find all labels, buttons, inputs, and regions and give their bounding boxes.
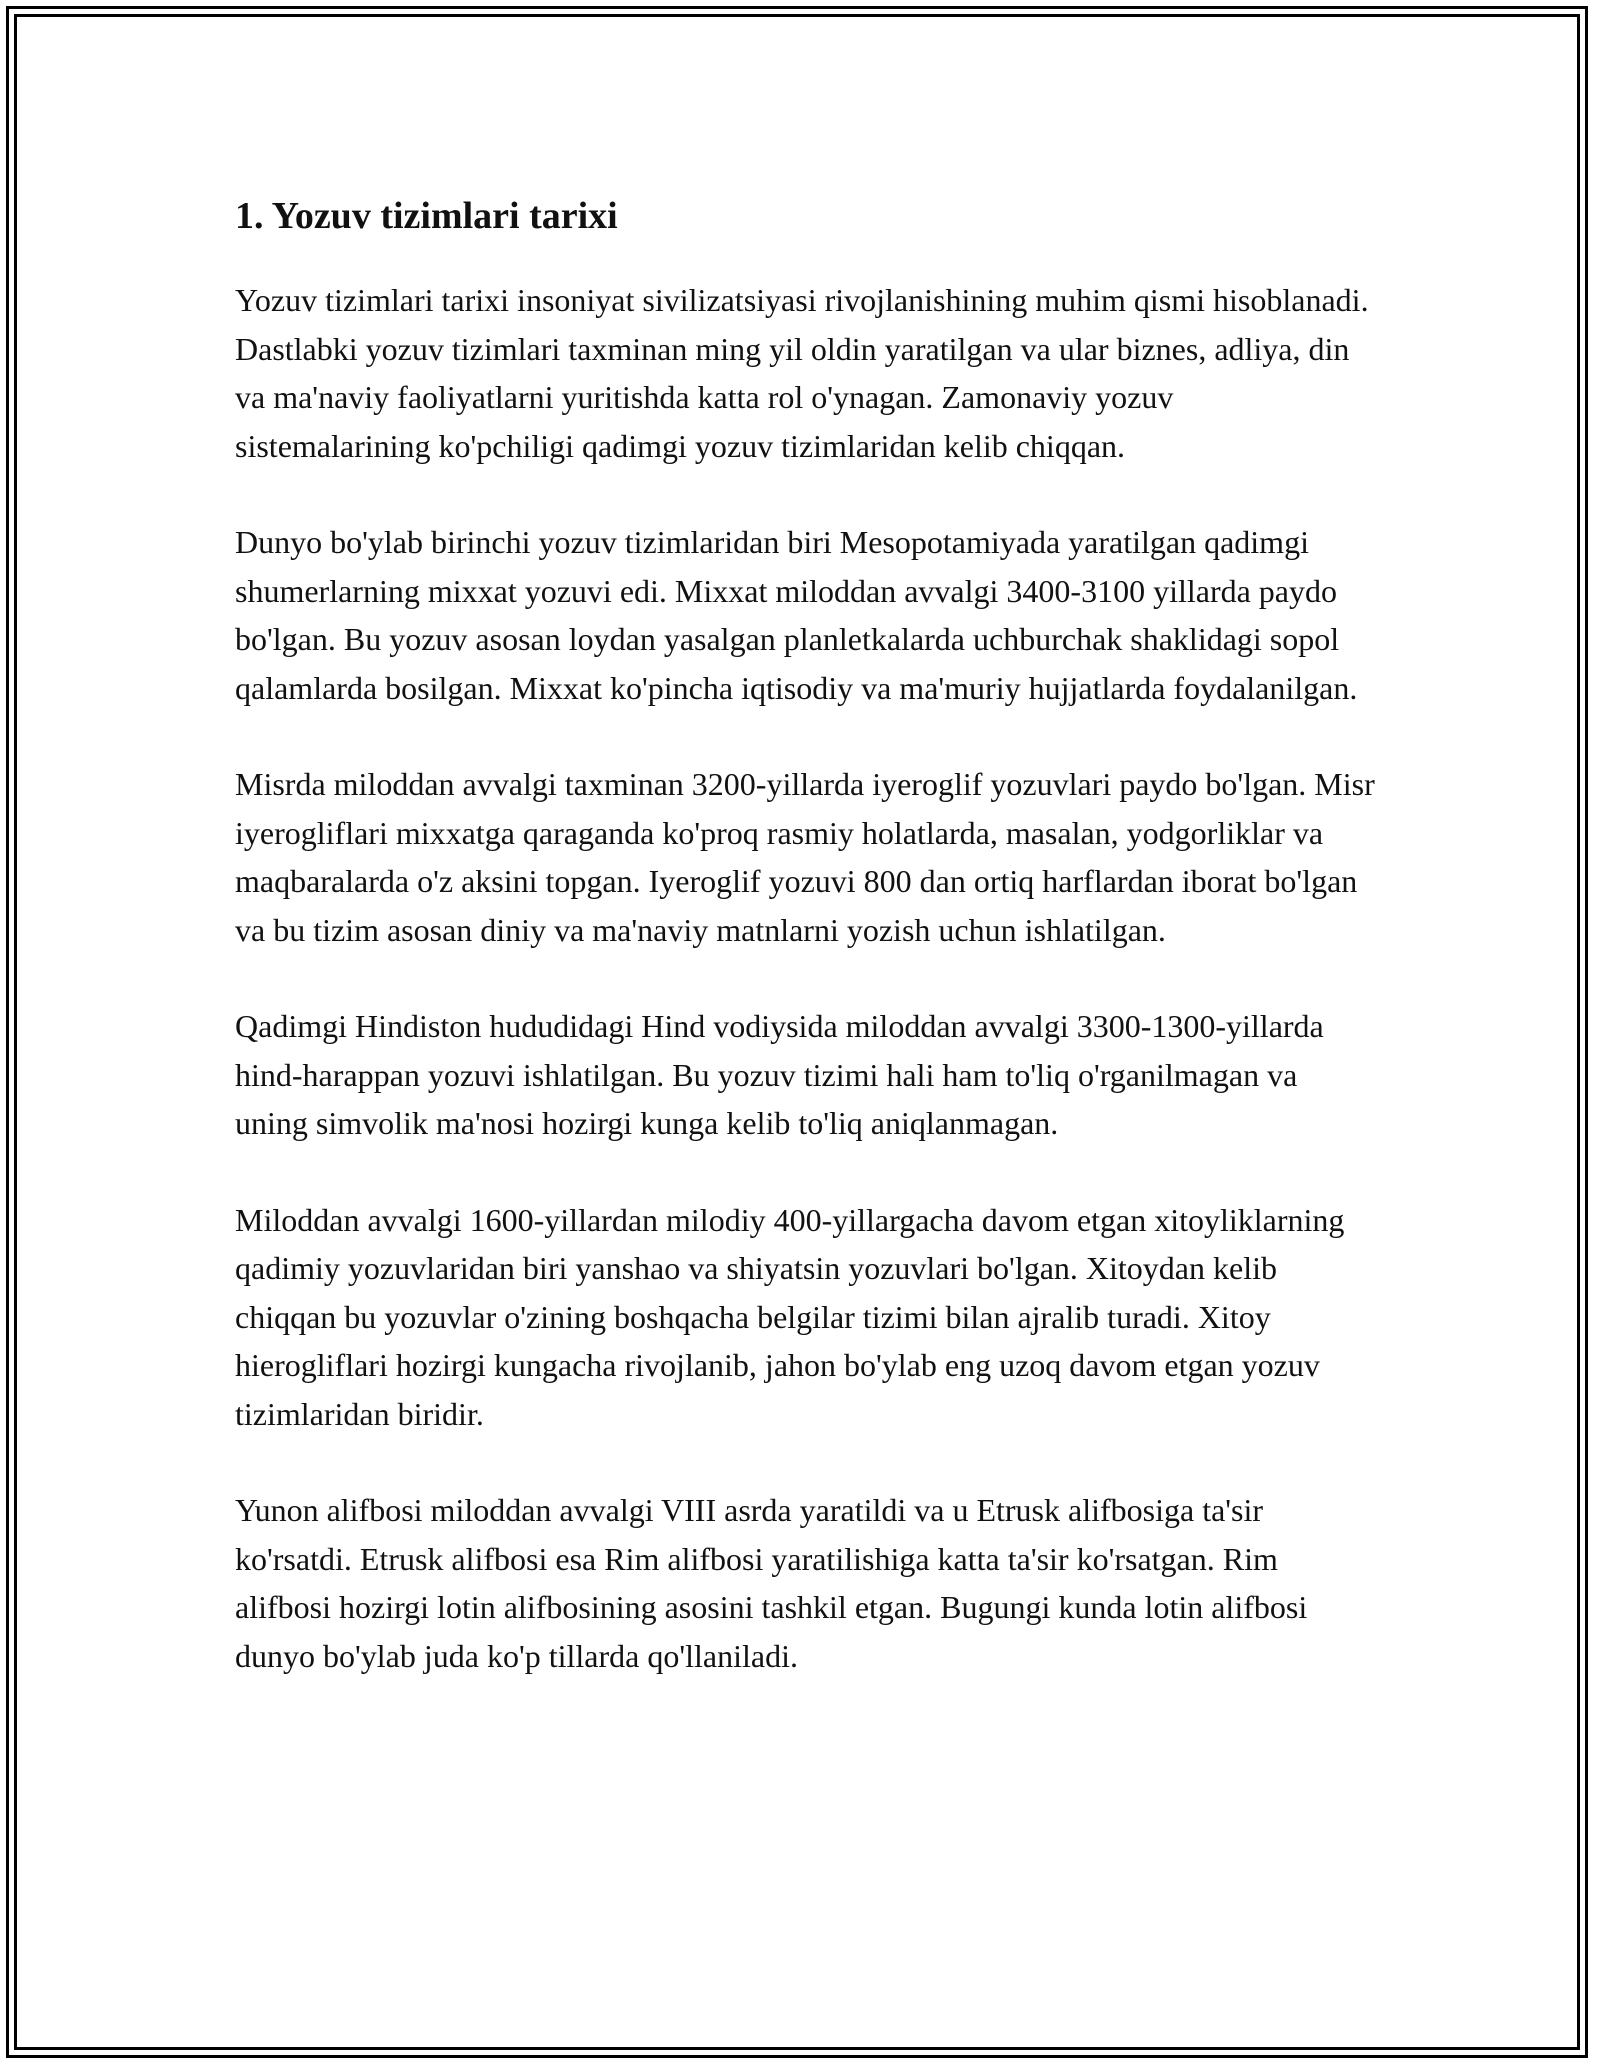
paragraph-intro: Yozuv tizimlari tarixi insoniyat sivilizatsiyasi rivojlanishining muhim qismi hisoblanadi. Dastlabki yozuv tizimlari taxminan ming yil oldin yaratilgan va ular biznes, adliya, din va ma'naviy faoliyatlarni yuritishda katta rol o'ynagan. Zamonaviy yozuv sistemalarining ko'pchiligi qadimgi yozuv tizimlaridan kelib chiqqan. — [235, 282, 1369, 464]
paragraph-greek-alphabet: Yunon alifbosi miloddan avvalgi VIII asrda yaratildi va u Etrusk alifbosiga ta'sir ko'rsatdi. Etrusk alifbosi esa Rim alifbosi yaratilishiga katta ta'sir ko'rsatgan. Rim alifbosi hozirgi lotin alifbosining asosini tashkil etgan. Bugungi kunda lotin alifbosi dunyo bo'ylab juda ko'p tillarda qo'llaniladi. — [235, 1492, 1308, 1674]
paragraph-china: Miloddan avvalgi 1600-yillardan milodiy 400-yillargacha davom etgan xitoyliklarning qadimiy yozuvlaridan biri yanshao va shiyatsin yozuvlari bo'lgan. Xitoydan kelib chiqqan bu yozuvlar o'zining boshqacha belgilar tizimi bilan ajralib turadi. Xitoy hierogliflari hozirgi kungacha rivojlanib, jahon bo'ylab eng uzoq davom etgan yozuv tizimlaridan biridir. — [235, 1201, 1345, 1432]
section-heading: 1. Yozuv tizimlari tarixi — [235, 195, 618, 237]
document-body — [235, 184, 1375, 1728]
paragraph-india: Qadimgi Hindiston hududidagi Hind vodiysida miloddan avvalgi 3300-1300-yillarda hind-harappan yozuvi ishlatilgan. Bu yozuv tizimi hali ham to'liq o'rganilmagan va uning simvolik ma'nosi hozirgi kunga kelib to'liq aniqlanmagan. — [235, 1008, 1324, 1141]
paragraph-mesopotamia: Dunyo bo'ylab birinchi yozuv tizimlaridan biri Mesopotamiyada yaratilgan qadimgi shumerlarning mixxat yozuvi edi. Mixxat miloddan avvalgi 3400-3100 yillarda paydo bo'lgan. Bu yozuv asosan loydan yasalgan planletkalarda uchburchak shaklidagi sopol qalamlarda bosilgan. Mixxat ko'pincha iqtisodiy va ma'muriy hujjatlarda foydalanilgan. — [235, 524, 1358, 706]
paragraph-egypt: Misrda miloddan avvalgi taxminan 3200-yillarda iyeroglif yozuvlari paydo bo'lgan. Misr iyerogliflari mixxatga qaraganda ko'proq rasmiy holatlarda, masalan, yodgorliklar va maqbaralarda o'z aksini topgan. Iyeroglif yozuvi 800 dan ortiq harflardan iborat bo'lgan va bu tizim asosan diniy va ma'naviy matnlarni yozish uchun ishlatilgan. — [235, 766, 1375, 948]
